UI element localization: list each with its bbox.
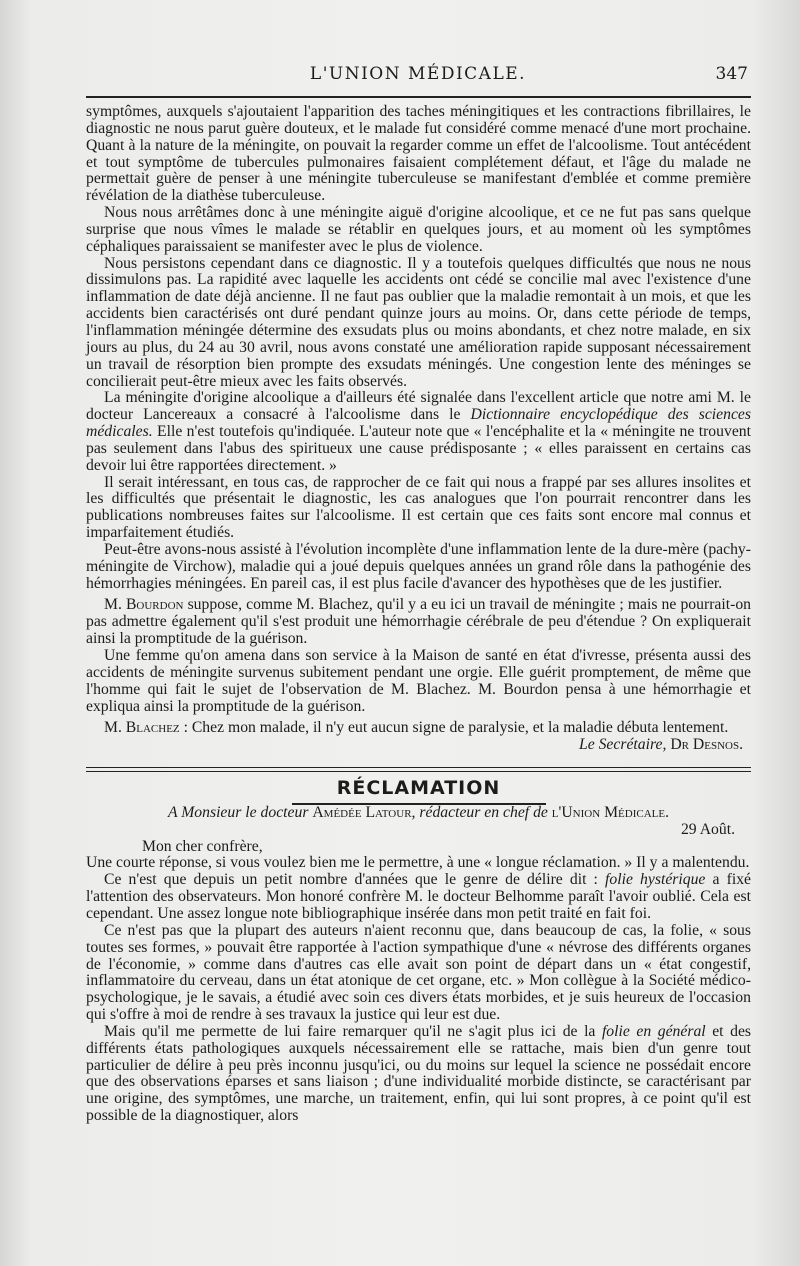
salutation: Mon cher confrère, xyxy=(142,837,263,855)
paragraph: Nous persistons cependant dans ce diagnostic. Il y a toutefois quelques difficultés que nous ne nous dissimulons pas. La rapidité avec laquelle les accidents ont cédé se concilie mal avec l'existence d'une inflammation de date déjà ancienne. Il ne faut pas oublier que la maladie remontait à un mois, et que les accidents bien caractérisés ont duré pendant quinze jours au moins. Or, dans cette période de temps, l'inflammation méningée détermine des exsudats plus ou moins abondants, et chez notre malade, en six jours au plus, du 24 au 30 avril, nous avons constaté une amélioration rapide supposant nécessairement un travail de résorption bien prompte des exsudats méningés. Une congestion lente des méninges se concilierait peut-être mieux avec les faits observés. xyxy=(86,254,751,390)
speaker-name: M. Blachez xyxy=(104,719,180,737)
paragraph-text: a fixé l'attention des observateurs. Mon honoré confrère M. le docteur Belhomme paraît l'avoir oublié. Cela est cependant. Une assez longue note bibliographique insérée dans mon petit traité en fait foi. xyxy=(86,871,752,922)
paragraph: Il serait intéressant, en tous cas, de rapprocher de ce fait qui nous a frappé par ses allures insolites et les difficultés que présentait le diagnostic, les cas analogues que l'on pourrait rencontrer dans les publications nombreuses faites sur l'alcoolisme. Il est certain que ces faits sont encore mal connus et imparfaitement étudiés. xyxy=(86,473,751,542)
paragraph: Nous nous arrêtâmes donc à une méningite aiguë d'origine alcoolique, et ce ne fut pas sans quelque surprise que nous vîmes le malade se rétablir en quelques jours, et au moment où les symptômes céphaliques paraissaient se manifester avec le plus de violence. xyxy=(86,204,751,255)
address-text: A Monsieur le docteur xyxy=(167,803,313,821)
letter-date: 29 Août. xyxy=(680,820,735,838)
speaker-name: M. Bourdon xyxy=(104,596,184,614)
paragraph: Une courte réponse, si vous voulez bien me le permettre, à une « longue réclamation. » Il y a malentendu. xyxy=(86,854,750,872)
addressee-name: Amédée Latour xyxy=(312,803,412,821)
signature-name: Dr Desnos. xyxy=(666,736,743,754)
paragraph-text: : Chez mon malade, il n'y eut aucun signe de paralysie, et la maladie débuta lentement. xyxy=(179,719,729,737)
signature-role: Le Secrétaire, xyxy=(578,736,667,754)
journal-title: L'UNION MÉDICALE. xyxy=(309,64,527,84)
dictionary-title: Dictionnaire encyclopédique des sciences médicales. xyxy=(86,406,751,441)
paragraph-text: La méningite d'origine alcoolique a d'ailleurs été signalée dans l'excellent article que notre ami M. le docteur Lancereaux a consacré à l'alcoolisme dans le xyxy=(86,389,751,424)
emphasis-text: folie en général xyxy=(601,1022,706,1040)
address-text: , rédacteur en chef de xyxy=(411,803,552,821)
section-divider xyxy=(86,767,751,772)
paragraph-text: Ce n'est que depuis un petit nombre d'années que le genre de délire dit : xyxy=(104,871,606,889)
journal-name: l'Union Médicale. xyxy=(551,803,670,821)
paragraph xyxy=(86,597,751,648)
paragraph xyxy=(86,1024,751,1125)
running-head xyxy=(86,64,750,88)
section-title: RÉCLAMATION xyxy=(336,777,501,800)
paragraph xyxy=(86,390,751,474)
paragraph: symptômes, auxquels s'ajoutaient l'apparition des taches méningitiques et les contractions fibrillaires, le diagnostic ne nous parut guère douteux, et le malade fut considéré comme menacé d'une mort prochaine. Quant à la nature de la méningite, on pouvait la regarder comme un effet de l'alcoolisme. Tout antécédent et tout symptôme de tubercules pulmonaires faisaient complétement défaut, et l'âge du malade ne permettait guère de penser à une méningite tuberculeuse se manifestant d'emblée et comme première révélation de la diathèse tuberculeuse. xyxy=(86,103,751,205)
signature xyxy=(86,737,751,754)
emphasis-text: folie hystérique xyxy=(605,871,706,889)
article-body xyxy=(86,104,751,1125)
paragraph xyxy=(86,720,751,737)
paragraph-text: Mais qu'il me permette de lui faire remarquer qu'il ne s'agit plus ici de la xyxy=(104,1022,602,1040)
paragraph-text: et des différents états pathologiques auxquels nécessairement elle se rattache, mais bien d'un genre tout particulier de délire à peu près inconnu jusqu'ici, ou du moins sur lequel la science ne possédait encore que des observations éparses et sans liaison ; d'une individualité morbide distincte, se caractérisant par une origine, des symptômes, une marche, un traitement, enfin, qui lui sont propres, à ce point qu'il est possible de la diagnostiquer, alors xyxy=(86,1022,752,1125)
paragraph: Une femme qu'on amena dans son service à la Maison de santé en état d'ivresse, présenta aussi des accidents de méningite survenus subitement pendant une orgie. Elle guérit promptement, de même que l'homme qui fait le sujet de l'observation de M. Blachez. M. Bourdon pensa à une hémorrhagie et expliqua ainsi la promptitude de la guérison. xyxy=(86,647,751,715)
paragraph-text: Elle n'est toutefois qu'indiquée. L'auteur note que « l'encéphalite et la « méningite ne trouvent pas seulement dans l'abus des spiritueux une cause prédisposante ; « elles paraissent en certains cas devoir lui être rapportées directement. » xyxy=(86,423,751,474)
paragraph xyxy=(86,872,751,923)
letter-address xyxy=(86,805,751,822)
page-number: 347 xyxy=(715,64,748,84)
paragraph: Peut-être avons-nous assisté à l'évolution incomplète d'une inflammation lente de la dure-mère (pachy-méningite de Virchow), maladie qui a joué depuis quelques années un grand rôle dans la pathogénie des hémorrhagies méningées. En pareil cas, il est plus facile d'avancer des hypothèses que de les justifier. xyxy=(86,540,751,592)
paragraph-text: suppose, comme M. Blachez, qu'il y a eu ici un travail de méningite ; mais ne pourrait-on pas admettre également qu'il s'est produit une hémorrhagie cérébrale de peu d'étendue ? On expliquerait ainsi la promptitude de la guérison. xyxy=(86,596,752,648)
header-rule xyxy=(86,96,751,98)
paragraph: Ce n'est pas que la plupart des auteurs n'aient reconnu que, dans beaucoup de cas, la folie, « sous toutes ses formes, » pouvait être rapportée à l'action sympathique d'une « névrose des différents organes de l'économie, » comme dans d'autres cas elle avait son point de départ dans un « état congestif, inflammatoire du cerveau, dans un état atonique de cet organe, etc. » Mon collègue à la Société médico-psychologique, je le savais, a étudié avec soin ces divers états morbides, et je suis heureux de l'occasion qui s'offre à moi de rendre à ses travaux la justice qui leur est due. xyxy=(86,921,751,1024)
